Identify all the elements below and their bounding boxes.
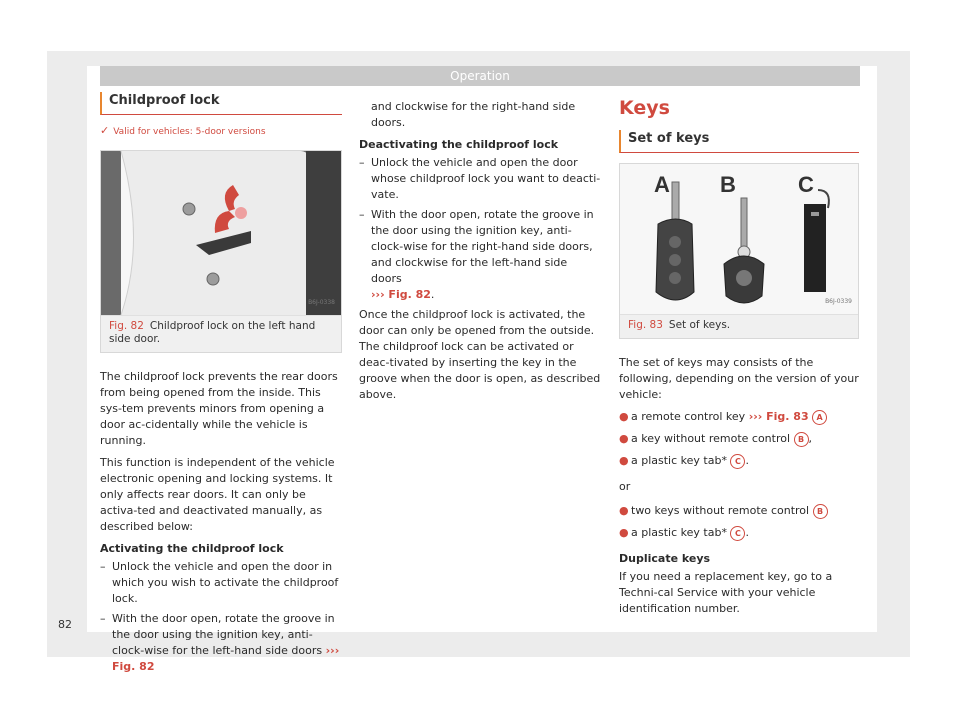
key-letter-c: C xyxy=(798,172,814,197)
badge-b-2: B xyxy=(813,504,828,519)
fig-82-link[interactable]: ››› Fig. 82 xyxy=(112,644,340,673)
figure-82 xyxy=(100,150,342,353)
validity-text: Valid for vehicles: 5-door versions xyxy=(113,127,266,137)
column-1 xyxy=(100,92,342,679)
figure-83-caption-text: Set of keys. xyxy=(668,319,731,331)
childproof-lock-heading: Childproof lock xyxy=(100,92,342,115)
key-list-item-2: ● a key without remote control B , xyxy=(619,432,813,445)
independent-paragraph: This function is independent of the vehicle electronic opening and locking systems. It only affects rear doors. It can only be activa-ted and deactivated manually, as described below: xyxy=(100,456,335,533)
column-2 xyxy=(359,99,601,409)
figure-82-image xyxy=(101,151,341,315)
activating-step-1: – Unlock the vehicle and open the door in which you wish to activate the childproof lock. xyxy=(100,560,339,605)
activating-step-2: – With the door open, rotate the groove in the door using the ignition key, anti-clock-wise for the left-hand side doors ››› Fig. 82 xyxy=(100,612,340,673)
activating-heading: Activating the childproof lock xyxy=(100,542,284,555)
door-lock-illustration xyxy=(101,151,341,315)
fig-83-link[interactable]: ››› Fig. 83 xyxy=(748,410,809,423)
key-list2-item-2: ● a plastic key tab* C . xyxy=(619,526,749,539)
key-list-item-1: ● a remote control key ››› Fig. 83 A xyxy=(619,409,859,425)
deactivating-step-2: – With the door open, rotate the groove in the door using the ignition key, anti-clock-wise for the right-hand side doors, and clockwise for the left-hand side doors ››› Fig. 82. xyxy=(359,208,594,301)
figure-83-label: Fig. 83 xyxy=(628,319,663,331)
figure-83-code: B6J-0339 xyxy=(825,298,852,305)
check-icon: ✓ xyxy=(100,124,110,137)
figure-82-label: Fig. 82 xyxy=(109,320,144,332)
figure-83 xyxy=(619,163,859,339)
column-3 xyxy=(619,92,859,623)
or-separator: or xyxy=(619,480,631,493)
badge-c: C xyxy=(730,454,745,469)
deactivating-heading: Deactivating the childproof lock xyxy=(359,138,559,151)
badge-a: A xyxy=(812,410,827,425)
fig-82-link-2[interactable]: ››› Fig. 82 xyxy=(371,288,431,301)
page-number: 82 xyxy=(58,618,72,631)
key-letter-b: B xyxy=(720,172,736,197)
intro-paragraph: The childproof lock prevents the rear doors from being opened from the inside. This sys-tem prevents minors from opening a door ac-cidentally while the vehicle is running. xyxy=(100,370,338,447)
figure-82-code: B6J-0338 xyxy=(308,299,335,306)
validity-note xyxy=(100,123,342,140)
section-header-bar: Operation xyxy=(100,66,860,86)
keys-title: Keys xyxy=(619,97,670,119)
key-list2-item-1: ● two keys without remote control B xyxy=(619,503,859,519)
key-list-item-3: ● a plastic key tab* C . xyxy=(619,454,749,467)
keys-intro: The set of keys may consists of the following, depending on the version of your vehicle: xyxy=(619,356,859,401)
keys-illustration xyxy=(620,164,858,314)
figure-83-image xyxy=(620,164,858,314)
set-of-keys-heading: Set of keys xyxy=(619,130,859,153)
deactivating-step-1: – Unlock the vehicle and open the door whose childproof lock you want to deacti-vate. xyxy=(359,156,601,201)
figure-83-caption xyxy=(620,314,858,338)
key-letter-a: A xyxy=(654,172,670,197)
figure-82-caption-text: Childproof lock on the left hand side door. xyxy=(109,320,316,345)
badge-c-2: C xyxy=(730,526,745,541)
badge-b: B xyxy=(794,432,809,447)
duplicate-keys-text: If you need a replacement key, go to a Techni-cal Service with your vehicle identification number. xyxy=(619,570,833,615)
duplicate-keys-heading: Duplicate keys xyxy=(619,552,711,565)
activating-continuation: and clockwise for the right-hand side doors. xyxy=(371,100,576,129)
outro-paragraph: Once the childproof lock is activated, the door can only be opened from the outside. The childproof lock can be activated or deac-tivated by inserting the key in the groove when the door is open, as described above. xyxy=(359,308,601,401)
figure-82-caption xyxy=(101,315,341,352)
